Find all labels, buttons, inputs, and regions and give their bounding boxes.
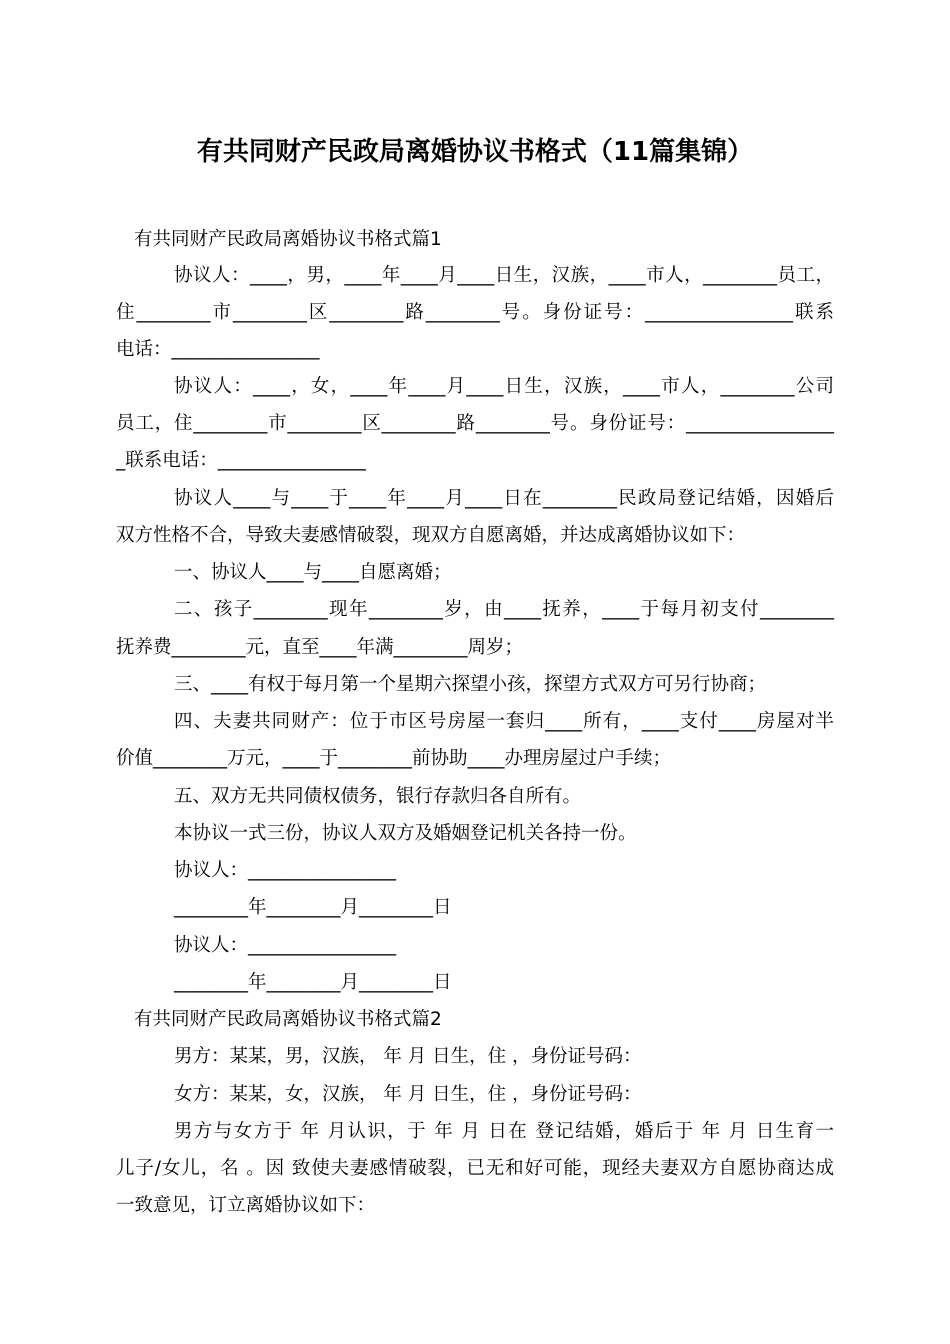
paragraph-line: 员工，住________市________区________路________号。身份证号：________________ <box>116 413 834 434</box>
clause-line: 四、夫妻共同财产：位于市区号房屋一套归____所有，____支付____房屋对半 <box>174 711 834 732</box>
section-heading-2: 有共同财产民政局离婚协议书格式篇2 <box>134 1009 442 1030</box>
clause-line: 三、____有权于每月第一个星期六探望小孩，探望方式双方可另行协商； <box>174 674 767 695</box>
signature-line: 协议人：________________ <box>174 935 397 956</box>
signature-line: 协议人：________________ <box>174 860 397 881</box>
date-line: ________年________月________日 <box>174 972 452 993</box>
paragraph-line: 双方性格不合，导致夫妻感情破裂，现双方自愿离婚，并达成离婚协议如下： <box>116 525 746 546</box>
document-title: 有共同财产民政局离婚协议书格式（11篇集锦） <box>196 137 754 167</box>
paragraph-line: 男方：某某，男，汉族， 年 月 日生，住 ，身份证号码： <box>174 1046 642 1067</box>
clause-line: 五、双方无共同债权债务，银行存款归各自所有。 <box>174 786 582 807</box>
paragraph-line: _联系电话：________________ <box>116 450 366 471</box>
paragraph-line: 儿子/女儿，名 。因 致使夫妻感情破裂，已无和好可能，现经夫妻双方自愿协商达成 <box>116 1158 834 1179</box>
clause-line: 价值________万元，____于________前协助____办理房屋过户手续； <box>116 748 672 769</box>
date-line: ________年________月________日 <box>174 897 452 918</box>
paragraph-line: 协议人：____，女，____年____月____日生，汉族，____市人，________公司 <box>174 376 834 397</box>
clause-line: 二、孩子________现年________岁，由____抚养，____于每月初支付________ <box>174 599 834 620</box>
clause-line: 一、协议人____与____自愿离婚； <box>174 562 452 583</box>
paragraph-line: 协议人：____，男，____年____月____日生，汉族，____市人，________员工， <box>174 265 834 286</box>
clause-line: 抚养费________元，直至____年满________周岁； <box>116 637 524 658</box>
paragraph-line: 协议人____与____于____年____月____日在________民政局登记结婚，因婚后 <box>174 488 834 509</box>
paragraph-line: 本协议一式三份，协议人双方及婚姻登记机关各持一份。 <box>174 823 637 844</box>
paragraph-line: 男方与女方于 年 月认识，于 年 月 日在 登记结婚，婚后于 年 月 日生育一 <box>174 1121 834 1142</box>
paragraph-line: 一致意见，订立离婚协议如下： <box>116 1195 376 1216</box>
paragraph-line: 电话：________________ <box>116 339 320 360</box>
paragraph-line: 女方：某某，女，汉族， 年 月 日生，住 ，身份证号码： <box>174 1084 642 1105</box>
paragraph-line: 住________市________区________路________号。身份证号：________________联系 <box>116 302 834 323</box>
section-heading-1: 有共同财产民政局离婚协议书格式篇1 <box>134 229 442 250</box>
